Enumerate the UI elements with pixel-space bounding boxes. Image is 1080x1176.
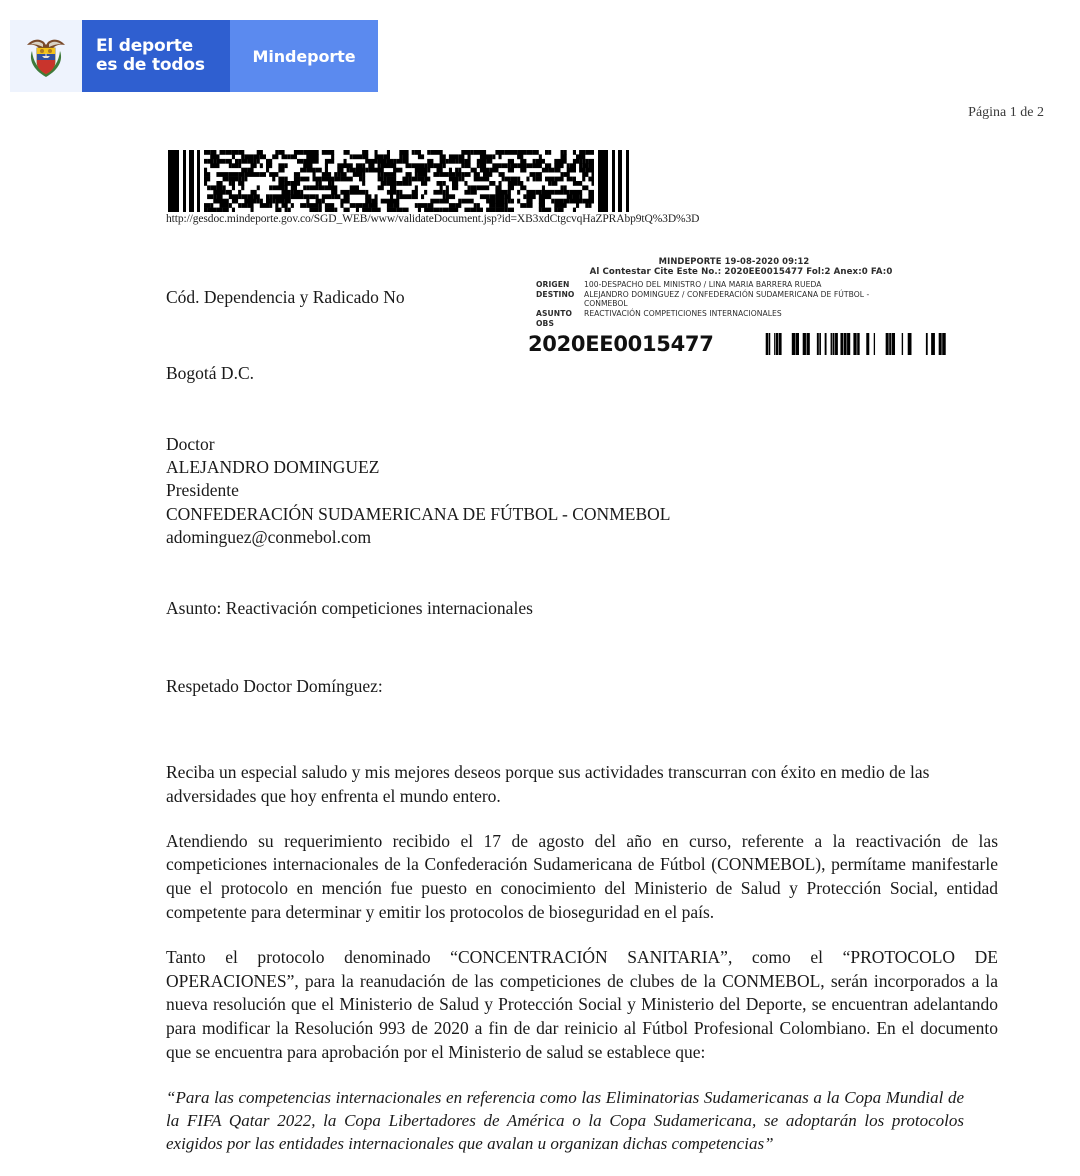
stamp-key-origen: ORIGEN	[536, 280, 570, 289]
brand-ministry-label: Mindeporte	[230, 20, 378, 92]
addressee-title: Doctor	[166, 434, 215, 455]
stamp-key-obs: OBS	[536, 318, 555, 328]
addressee-organization: CONFEDERACIÓN SUDAMERICANA DE FÚTBOL - CONMEBOL	[166, 503, 671, 524]
radicado-number: 2020EE0015477	[528, 332, 714, 356]
brand-slogan-line2: es de todos	[96, 55, 205, 75]
stamp-cite-line: Al Contestar Cite Este No.: 2020EE0015477 Fol:2 Anex:0 FA:0	[589, 267, 893, 277]
letter-quote-block: “Para las competencias internacionales en referencia como las Eliminatorias Sudamericanas a la Copa Mundial de la FIFA Qatar 2022, la Copa Libertadores de América o la Copa Sudamericana, se adoptarán los protocolos exigidos por las entidades internacionales que avalan u organizan dichas competencias”	[166, 1087, 964, 1153]
codigo-dependencia-label: Cód. Dependencia y Radicado No	[166, 287, 405, 307]
letter-body	[166, 286, 998, 1176]
colombia-coat-of-arms-icon	[23, 31, 69, 81]
stamp-value-origen: 100-DESPACHO DEL MINISTRO / LINA MARIA BARRERA RUEDA	[584, 280, 822, 289]
brand-header-band	[10, 20, 378, 92]
addressee-position: Presidente	[166, 480, 239, 501]
stamp-key-asunto: ASUNTO	[536, 309, 573, 319]
letter-salutation: Respetado Doctor Domínguez:	[166, 676, 383, 697]
brand-logo-container	[10, 20, 82, 92]
letter-paragraph-1: Reciba un especial saludo y mis mejores deseos porque sus actividades transcurran con éxito en medio de las adversidades que hoy enfrenta el mundo entero.	[166, 761, 930, 806]
brand-slogan-line1: El deporte	[96, 35, 193, 56]
addressee-name: ALEJANDRO DOMINGUEZ	[166, 457, 380, 478]
letter-paragraph-2: Atendiendo su requerimiento recibido el 17 de agosto del año en curso, referente a la reactivación de las competiciones internacionales de la Confederación Sudamericana de Fútbol (CONMEBOL), permítame manifestarle que el protocolo en mención fue puesto en conocimiento del Ministerio de Salud y Protección Social, entidad competente para determinar y emitir los protocolos de bioseguridad en el país.	[166, 830, 998, 922]
letter-paragraphs	[166, 699, 998, 1155]
stamp-header-line: MINDEPORTE 19-08-2020 09:12	[658, 256, 810, 266]
validation-barcode-block	[166, 150, 700, 225]
addressee-email: adominguez@conmebol.com	[166, 526, 372, 547]
pdf417-barcode-icon	[166, 150, 636, 212]
addressee-block	[166, 385, 998, 548]
letter-paragraph-3: Tanto el protocolo denominado “CONCENTRACIÓN SANITARIA”, como el “PROTOCOLO DE OPERACIONES”, para la reanudación de las competiciones de clubes de la CONMEBOL, serán incorporados a la nueva resolución que el Ministerio de Salud y Protección Social y Ministerio del Deporte, se encuentran adelantando para modificar la Resolución 993 de 2020 a fin de dar reinicio al Fútbol Profesional Colombiano. En el documento que se encuentra para aprobación por el Ministerio de salud se establece que:	[166, 946, 998, 1062]
stamp-value-destino: ALEJANDRO DOMINGUEZ / CONFEDERACIÓN SUDAMERICANA DE FÚTBOL -	[584, 289, 870, 299]
brand-slogan	[82, 20, 230, 92]
page-number: Página 1 de 2	[968, 105, 1044, 120]
stamp-key-destino: DESTINO	[536, 289, 575, 299]
stamp-value-asunto: REACTIVACIÓN COMPETICIONES INTERNACIONALES	[584, 309, 782, 319]
letter-subject: Asunto: Reactivación competiciones internacionales	[166, 597, 533, 618]
city-line: Bogotá D.C.	[166, 362, 254, 383]
validation-url-text: http://gesdoc.mindeporte.gov.co/SGD_WEB/www/validateDocument.jsp?id=XB3xdCtgcvqHaZPRAbp9tQ%3D%3D	[166, 213, 700, 225]
stamp-value-destino-continuation: CONMEBOL	[584, 299, 628, 309]
